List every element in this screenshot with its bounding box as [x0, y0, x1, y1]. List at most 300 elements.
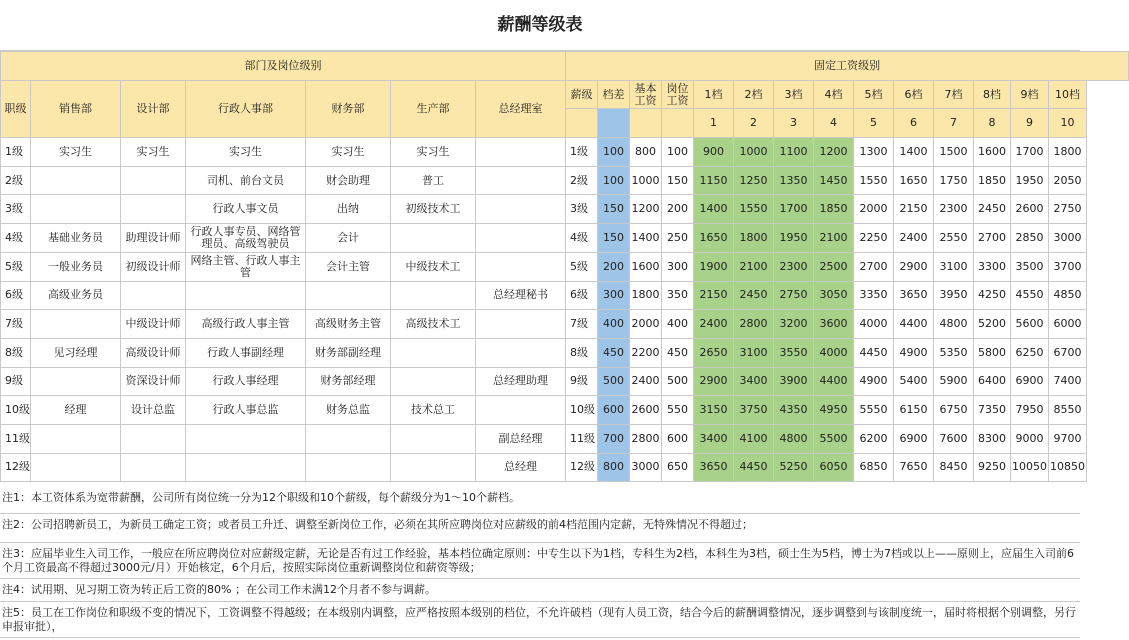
- step-value-cell: 2450: [974, 195, 1011, 224]
- table-row: [1, 367, 1129, 396]
- notes-section: [0, 487, 1080, 638]
- step-value-cell: 1650: [894, 166, 934, 195]
- post-cell: [391, 281, 476, 310]
- step-value-cell: 1500: [934, 138, 974, 167]
- step-value-cell: 6000: [1049, 310, 1087, 339]
- step-header: 4档: [814, 80, 854, 109]
- post-cell: [476, 252, 566, 281]
- step-value-cell: 6250: [1011, 338, 1049, 367]
- post-cell: 行政人事副经理: [186, 338, 306, 367]
- grade-cell: 5级: [1, 252, 31, 281]
- step-value-cell: 6400: [974, 367, 1011, 396]
- post-pay-cell: 600: [662, 424, 694, 453]
- grade-cell: 8级: [1, 338, 31, 367]
- post-cell: [391, 367, 476, 396]
- department-group-header: 部门及岗位级别: [1, 52, 566, 81]
- level-cell: 11级: [566, 424, 598, 453]
- step-value-cell: 3000: [1049, 224, 1087, 253]
- step-number-header: 6: [894, 109, 934, 138]
- step-value-cell: 1850: [974, 166, 1011, 195]
- step-value-cell: 1400: [894, 138, 934, 167]
- table-row: [1, 338, 1129, 367]
- step-value-cell: 3500: [1011, 252, 1049, 281]
- step-value-cell: 3700: [1049, 252, 1087, 281]
- department-header: 设计部: [121, 80, 186, 137]
- step-value-cell: 5400: [894, 367, 934, 396]
- level-cell: 1级: [566, 138, 598, 167]
- step-value-cell: 8300: [974, 424, 1011, 453]
- step-diff-cell: 100: [598, 166, 630, 195]
- level-cell: 3级: [566, 195, 598, 224]
- table-row: [1, 396, 1129, 425]
- post-cell: 行政人事文员: [186, 195, 306, 224]
- step-diff-cell: 100: [598, 138, 630, 167]
- base-pay-cell: 2000: [630, 310, 662, 339]
- step-value-cell: 6700: [1049, 338, 1087, 367]
- step-value-cell: 3950: [934, 281, 974, 310]
- post-cell: [121, 195, 186, 224]
- level-cell: 4级: [566, 224, 598, 253]
- step-value-cell: 2800: [734, 310, 774, 339]
- step-value-cell: 2100: [734, 252, 774, 281]
- base-pay-cell: 3000: [630, 453, 662, 482]
- base-pay-cell: 2600: [630, 396, 662, 425]
- step-value-cell: 7350: [974, 396, 1011, 425]
- step-value-cell: 2900: [694, 367, 734, 396]
- grade-cell: 7级: [1, 310, 31, 339]
- post-cell: 实习生: [31, 138, 121, 167]
- base-pay-cell: 1000: [630, 166, 662, 195]
- grade-cell: 3级: [1, 195, 31, 224]
- level-header: 薪级: [566, 80, 598, 109]
- step-number-header: 1: [694, 109, 734, 138]
- step-value-cell: 8450: [934, 453, 974, 482]
- post-cell: [476, 224, 566, 253]
- post-cell: 高级设计师: [121, 338, 186, 367]
- table-row: [1, 224, 1129, 253]
- step-value-cell: 2100: [814, 224, 854, 253]
- grade-cell: 10级: [1, 396, 31, 425]
- step-value-cell: 3750: [734, 396, 774, 425]
- step-value-cell: 2050: [1049, 166, 1087, 195]
- step-value-cell: 5350: [934, 338, 974, 367]
- step-diff-header: 档差: [598, 80, 630, 109]
- step-value-cell: 2150: [694, 281, 734, 310]
- post-cell: [476, 396, 566, 425]
- step-diff-cell: 150: [598, 195, 630, 224]
- post-cell: 见习经理: [31, 338, 121, 367]
- post-cell: [31, 453, 121, 482]
- step-value-cell: 5800: [974, 338, 1011, 367]
- step-value-cell: 5550: [854, 396, 894, 425]
- post-cell: 高级财务主管: [306, 310, 391, 339]
- step-value-cell: 2000: [854, 195, 894, 224]
- step-value-cell: 3550: [774, 338, 814, 367]
- step-number-header: 3: [774, 109, 814, 138]
- step-value-cell: 3400: [734, 367, 774, 396]
- step-value-cell: 1800: [1049, 138, 1087, 167]
- table-row: [1, 252, 1129, 281]
- post-cell: 财务总监: [306, 396, 391, 425]
- step-value-cell: 5900: [934, 367, 974, 396]
- step-value-cell: 3200: [774, 310, 814, 339]
- grade-cell: 6级: [1, 281, 31, 310]
- step-number-header: 2: [734, 109, 774, 138]
- step-value-cell: 900: [694, 138, 734, 167]
- step-number-header: 7: [934, 109, 974, 138]
- post-pay-header: 岗位工资: [662, 80, 694, 109]
- note-3: 注3：应届毕业生入司工作，一般应在所应聘岗位对应薪级定薪，无论是否有过工作经验，基本档位确定原则：中专生以下为1档，专科生为2档，本科生为3档，硕士生为5档，博士为7档或以上——原则上，应届生入司前6个月工资最高不得超过3000元/月）开始核定，6个月后，按照实际岗位重新调整岗位和薪资等级；: [0, 543, 1080, 579]
- step-value-cell: 2850: [1011, 224, 1049, 253]
- post-cell: [121, 424, 186, 453]
- step-value-cell: 2600: [1011, 195, 1049, 224]
- step-value-cell: 2400: [694, 310, 734, 339]
- step-header: 3档: [774, 80, 814, 109]
- base-pay-subheader: [630, 109, 662, 138]
- step-header: 7档: [934, 80, 974, 109]
- post-cell: 实习生: [391, 138, 476, 167]
- step-value-cell: 4250: [974, 281, 1011, 310]
- department-header: 销售部: [31, 80, 121, 137]
- step-header: 6档: [894, 80, 934, 109]
- step-value-cell: 1450: [814, 166, 854, 195]
- post-cell: 财会助理: [306, 166, 391, 195]
- base-pay-cell: 2800: [630, 424, 662, 453]
- step-value-cell: 4100: [734, 424, 774, 453]
- step-value-cell: 6900: [1011, 367, 1049, 396]
- step-value-cell: 4850: [1049, 281, 1087, 310]
- post-cell: 初级技术工: [391, 195, 476, 224]
- post-cell: [476, 138, 566, 167]
- post-cell: 助理设计师: [121, 224, 186, 253]
- step-value-cell: 2900: [894, 252, 934, 281]
- post-cell: [391, 338, 476, 367]
- post-cell: 设计总监: [121, 396, 186, 425]
- step-value-cell: 2250: [854, 224, 894, 253]
- base-pay-cell: 2400: [630, 367, 662, 396]
- step-value-cell: 3050: [814, 281, 854, 310]
- step-number-header: 10: [1049, 109, 1087, 138]
- step-value-cell: 3100: [934, 252, 974, 281]
- step-diff-cell: 400: [598, 310, 630, 339]
- step-value-cell: 2700: [854, 252, 894, 281]
- table-row: [1, 195, 1129, 224]
- post-cell: 一般业务员: [31, 252, 121, 281]
- step-value-cell: 4000: [814, 338, 854, 367]
- step-value-cell: 2500: [814, 252, 854, 281]
- level-cell: 6级: [566, 281, 598, 310]
- step-value-cell: 1350: [774, 166, 814, 195]
- step-value-cell: 6150: [894, 396, 934, 425]
- department-header: 财务部: [306, 80, 391, 137]
- table-row: [1, 453, 1129, 482]
- step-value-cell: 2150: [894, 195, 934, 224]
- step-value-cell: 1000: [734, 138, 774, 167]
- table-row: [1, 281, 1129, 310]
- table-row: [1, 166, 1129, 195]
- step-value-cell: 1600: [974, 138, 1011, 167]
- step-diff-cell: 450: [598, 338, 630, 367]
- step-header: 5档: [854, 80, 894, 109]
- step-value-cell: 8550: [1049, 396, 1087, 425]
- step-value-cell: 1950: [774, 224, 814, 253]
- step-diff-cell: 200: [598, 252, 630, 281]
- post-cell: [121, 281, 186, 310]
- post-cell: [476, 195, 566, 224]
- post-cell: 总经理秘书: [476, 281, 566, 310]
- step-diff-cell: 800: [598, 453, 630, 482]
- step-value-cell: 1550: [734, 195, 774, 224]
- note-5: 注5：员工在工作岗位和职级不变的情况下，工资调整不得越级；在本级别内调整，应严格按照本级别的档位，不允许破档（现有人员工资，结合今后的薪酬调整情况，逐步调整到与该制度统一，届时将根据个别调整，另行申报审批），: [0, 602, 1080, 638]
- post-pay-cell: 350: [662, 281, 694, 310]
- step-value-cell: 4400: [894, 310, 934, 339]
- step-diff-cell: 500: [598, 367, 630, 396]
- step-value-cell: 1250: [734, 166, 774, 195]
- base-pay-cell: 2200: [630, 338, 662, 367]
- table-row: [1, 138, 1129, 167]
- salary-level-group-header: 固定工资级别: [566, 52, 1129, 81]
- step-value-cell: 5500: [814, 424, 854, 453]
- step-value-cell: 4550: [1011, 281, 1049, 310]
- step-value-cell: 6850: [854, 453, 894, 482]
- post-cell: 网络主管、行政人事主管: [186, 252, 306, 281]
- post-cell: [31, 367, 121, 396]
- step-header: 8档: [974, 80, 1011, 109]
- post-cell: 中级技术工: [391, 252, 476, 281]
- step-value-cell: 4450: [734, 453, 774, 482]
- step-value-cell: 1950: [1011, 166, 1049, 195]
- post-cell: 中级设计师: [121, 310, 186, 339]
- step-value-cell: 7400: [1049, 367, 1087, 396]
- step-value-cell: 1150: [694, 166, 734, 195]
- base-pay-header: 基本工资: [630, 80, 662, 109]
- step-header: 1档: [694, 80, 734, 109]
- post-pay-cell: 400: [662, 310, 694, 339]
- step-value-cell: 7600: [934, 424, 974, 453]
- base-pay-cell: 1400: [630, 224, 662, 253]
- step-value-cell: 4800: [934, 310, 974, 339]
- step-diff-subheader: [598, 109, 630, 138]
- post-cell: [31, 310, 121, 339]
- step-number-header: 9: [1011, 109, 1049, 138]
- post-cell: 会计主管: [306, 252, 391, 281]
- post-cell: 实习生: [306, 138, 391, 167]
- step-value-cell: 1400: [694, 195, 734, 224]
- step-value-cell: 7950: [1011, 396, 1049, 425]
- step-value-cell: 3900: [774, 367, 814, 396]
- level-cell: 5级: [566, 252, 598, 281]
- step-value-cell: 2400: [894, 224, 934, 253]
- level-subheader: [566, 109, 598, 138]
- step-header: 2档: [734, 80, 774, 109]
- grade-header: 职级: [1, 80, 31, 137]
- department-header: 生产部: [391, 80, 476, 137]
- post-cell: 实习生: [121, 138, 186, 167]
- step-value-cell: 4450: [854, 338, 894, 367]
- step-diff-cell: 150: [598, 224, 630, 253]
- post-cell: [391, 424, 476, 453]
- step-value-cell: 1700: [774, 195, 814, 224]
- step-value-cell: 1700: [1011, 138, 1049, 167]
- post-cell: 高级业务员: [31, 281, 121, 310]
- sheet-title: 薪酬等级表: [0, 0, 1080, 51]
- post-cell: 高级行政人事主管: [186, 310, 306, 339]
- step-diff-cell: 300: [598, 281, 630, 310]
- step-value-cell: 1300: [854, 138, 894, 167]
- step-value-cell: 9700: [1049, 424, 1087, 453]
- post-cell: 会计: [306, 224, 391, 253]
- post-cell: [31, 424, 121, 453]
- step-value-cell: 6900: [894, 424, 934, 453]
- post-cell: [186, 424, 306, 453]
- post-cell: [476, 166, 566, 195]
- post-cell: [31, 166, 121, 195]
- step-value-cell: 4350: [774, 396, 814, 425]
- post-cell: 初级设计师: [121, 252, 186, 281]
- post-cell: [31, 195, 121, 224]
- step-value-cell: 10850: [1049, 453, 1087, 482]
- step-number-header: 8: [974, 109, 1011, 138]
- step-value-cell: 3300: [974, 252, 1011, 281]
- base-pay-cell: 1800: [630, 281, 662, 310]
- step-value-cell: 2450: [734, 281, 774, 310]
- salary-grade-table: [0, 51, 1129, 482]
- grade-cell: 4级: [1, 224, 31, 253]
- step-value-cell: 4800: [774, 424, 814, 453]
- step-number-header: 5: [854, 109, 894, 138]
- step-diff-cell: 600: [598, 396, 630, 425]
- post-cell: 高级技术工: [391, 310, 476, 339]
- post-pay-cell: 500: [662, 367, 694, 396]
- step-value-cell: 3350: [854, 281, 894, 310]
- post-cell: [476, 338, 566, 367]
- post-cell: 总经理: [476, 453, 566, 482]
- step-value-cell: 9000: [1011, 424, 1049, 453]
- step-value-cell: 4000: [854, 310, 894, 339]
- step-value-cell: 1200: [814, 138, 854, 167]
- level-cell: 10级: [566, 396, 598, 425]
- step-value-cell: 3400: [694, 424, 734, 453]
- level-cell: 7级: [566, 310, 598, 339]
- post-cell: [121, 166, 186, 195]
- note-4: 注4：试用期、见习期工资为转正后工资的80% ；在公司工作未满12个月者不参与调薪。: [0, 579, 1080, 602]
- step-value-cell: 3650: [894, 281, 934, 310]
- post-cell: 普工: [391, 166, 476, 195]
- note-2: 注2：公司招聘新员工，为新员工确定工资；或者员工升迁、调整至新岗位工作，必须在其所应聘岗位对应薪级的前4档范围内定薪，无特殊情况不得超过；: [0, 514, 1080, 543]
- grade-cell: 12级: [1, 453, 31, 482]
- step-value-cell: 5200: [974, 310, 1011, 339]
- grade-cell: 1级: [1, 138, 31, 167]
- level-cell: 12级: [566, 453, 598, 482]
- post-cell: [121, 453, 186, 482]
- step-value-cell: 2550: [934, 224, 974, 253]
- step-value-cell: 9250: [974, 453, 1011, 482]
- post-cell: [391, 453, 476, 482]
- step-value-cell: 1800: [734, 224, 774, 253]
- post-cell: 财务部副经理: [306, 338, 391, 367]
- post-pay-subheader: [662, 109, 694, 138]
- post-cell: [186, 453, 306, 482]
- grade-cell: 9级: [1, 367, 31, 396]
- step-header: 10档: [1049, 80, 1087, 109]
- post-cell: 司机、前台文员: [186, 166, 306, 195]
- step-diff-cell: 700: [598, 424, 630, 453]
- post-cell: 基础业务员: [31, 224, 121, 253]
- base-pay-cell: 1200: [630, 195, 662, 224]
- step-value-cell: 2300: [774, 252, 814, 281]
- post-pay-cell: 450: [662, 338, 694, 367]
- step-value-cell: 6200: [854, 424, 894, 453]
- step-value-cell: 5250: [774, 453, 814, 482]
- level-cell: 2级: [566, 166, 598, 195]
- step-number-header: 4: [814, 109, 854, 138]
- step-value-cell: 1900: [694, 252, 734, 281]
- post-pay-cell: 300: [662, 252, 694, 281]
- step-value-cell: 5600: [1011, 310, 1049, 339]
- step-value-cell: 4950: [814, 396, 854, 425]
- step-value-cell: 1550: [854, 166, 894, 195]
- base-pay-cell: 1600: [630, 252, 662, 281]
- step-value-cell: 4900: [854, 367, 894, 396]
- step-value-cell: 2700: [974, 224, 1011, 253]
- post-cell: [186, 281, 306, 310]
- post-cell: [306, 281, 391, 310]
- post-cell: 行政人事专员、网络管理员、高级驾驶员: [186, 224, 306, 253]
- post-cell: [476, 310, 566, 339]
- post-cell: 资深设计师: [121, 367, 186, 396]
- post-cell: 经理: [31, 396, 121, 425]
- table-row: [1, 310, 1129, 339]
- post-cell: 出纳: [306, 195, 391, 224]
- step-value-cell: 7650: [894, 453, 934, 482]
- step-value-cell: 2300: [934, 195, 974, 224]
- post-cell: 行政人事总监: [186, 396, 306, 425]
- step-value-cell: 3650: [694, 453, 734, 482]
- post-cell: [306, 424, 391, 453]
- step-value-cell: 6750: [934, 396, 974, 425]
- grade-cell: 2级: [1, 166, 31, 195]
- note-1: 注1：本工资体系为宽带薪酬，公司所有岗位统一分为12个职级和10个薪级，每个薪级分为1～10个薪档。: [0, 487, 1080, 514]
- step-value-cell: 1750: [934, 166, 974, 195]
- step-header: 9档: [1011, 80, 1049, 109]
- level-cell: 9级: [566, 367, 598, 396]
- step-value-cell: 2750: [1049, 195, 1087, 224]
- post-cell: 实习生: [186, 138, 306, 167]
- step-value-cell: 6050: [814, 453, 854, 482]
- post-pay-cell: 250: [662, 224, 694, 253]
- step-value-cell: 2750: [774, 281, 814, 310]
- base-pay-cell: 800: [630, 138, 662, 167]
- step-value-cell: 3100: [734, 338, 774, 367]
- post-pay-cell: 100: [662, 138, 694, 167]
- step-value-cell: 2650: [694, 338, 734, 367]
- post-cell: 总经理助理: [476, 367, 566, 396]
- level-cell: 8级: [566, 338, 598, 367]
- post-pay-cell: 550: [662, 396, 694, 425]
- step-value-cell: 1100: [774, 138, 814, 167]
- step-value-cell: 4900: [894, 338, 934, 367]
- post-pay-cell: 150: [662, 166, 694, 195]
- post-pay-cell: 650: [662, 453, 694, 482]
- step-value-cell: 1650: [694, 224, 734, 253]
- department-header: 总经理室: [476, 80, 566, 137]
- step-value-cell: 3150: [694, 396, 734, 425]
- post-pay-cell: 200: [662, 195, 694, 224]
- step-value-cell: 4400: [814, 367, 854, 396]
- table-row: [1, 424, 1129, 453]
- post-cell: 副总经理: [476, 424, 566, 453]
- post-cell: 行政人事经理: [186, 367, 306, 396]
